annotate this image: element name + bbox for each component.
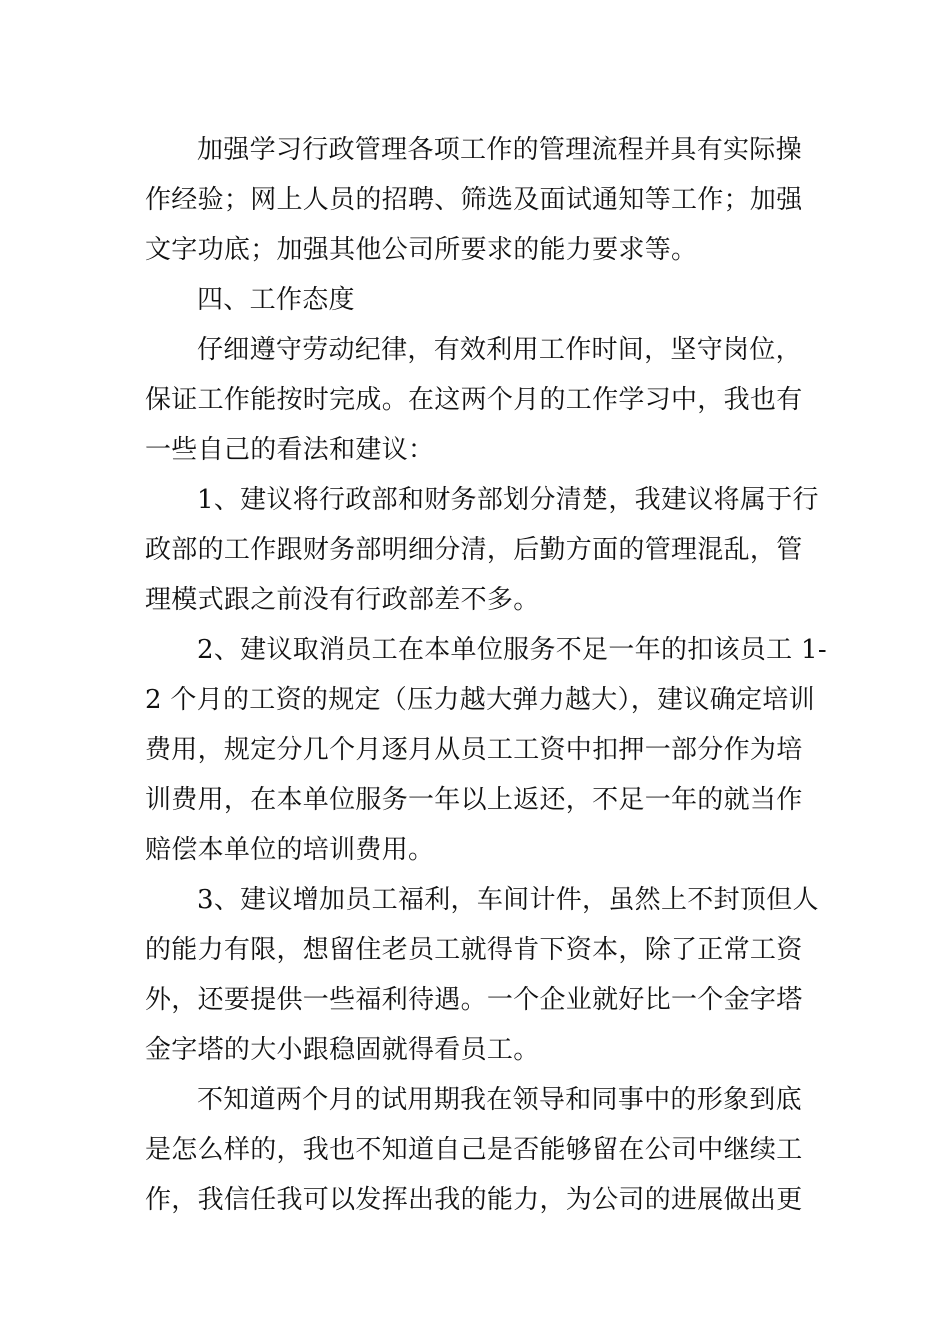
paragraph-line: 1、建议将行政部和财务部划分清楚，我建议将属于行	[197, 485, 819, 515]
paragraph-line: 保证工作能按时完成。在这两个月的工作学习中，我也有	[145, 385, 803, 415]
paragraph-line: 金字塔的大小跟稳固就得看员工。	[145, 1035, 540, 1065]
paragraph-study-goals	[145, 125, 810, 275]
paragraph-line: 训费用，在本单位服务一年以上返还，不足一年的就当作	[145, 785, 803, 815]
paragraph-line: 一些自己的看法和建议：	[145, 435, 435, 465]
paragraph-line: 加强学习行政管理各项工作的管理流程并具有实际操	[197, 135, 802, 165]
section-heading: 四、工作态度	[197, 285, 355, 315]
suggestion-1	[145, 475, 819, 625]
paragraph-line: 的能力有限，想留住老员工就得肯下资本，除了正常工资	[145, 935, 803, 965]
paragraph-line: 费用，规定分几个月逐月从员工工资中扣押一部分作为培	[145, 735, 803, 765]
paragraph-line: 不知道两个月的试用期我在领导和同事中的形象到底	[197, 1085, 802, 1115]
suggestion-3	[145, 875, 819, 1075]
paragraph-line: 赔偿本单位的培训费用。	[145, 835, 435, 865]
paragraph-line: 作经验；网上人员的招聘、筛选及面试通知等工作；加强	[145, 185, 803, 215]
paragraph-line: 仔细遵守劳动纪律，有效利用工作时间，坚守岗位，	[197, 335, 802, 365]
paragraph-line: 政部的工作跟财务部明细分清，后勤方面的管理混乱，管	[145, 535, 803, 565]
paragraph-line: 作，我信任我可以发挥出我的能力，为公司的进展做出更	[145, 1185, 803, 1215]
paragraph-attitude	[145, 325, 810, 475]
paragraph-line: 文字功底；加强其他公司所要求的能力要求等。	[145, 235, 698, 265]
document-body	[145, 125, 827, 1225]
paragraph-line: 2 个月的工资的规定（压力越大弹力越大），建议确定培训	[145, 685, 815, 715]
paragraph-line: 外，还要提供一些福利待遇。一个企业就好比一个金字塔	[145, 985, 803, 1015]
paragraph-line: 2、建议取消员工在本单位服务不足一年的扣该员工 1-	[197, 635, 827, 665]
paragraph-closing	[145, 1075, 810, 1225]
paragraph-line: 是怎么样的，我也不知道自己是否能够留在公司中继续工	[145, 1135, 803, 1165]
suggestion-2	[145, 625, 827, 875]
paragraph-line: 3、建议增加员工福利，车间计件，虽然上不封顶但人	[197, 885, 819, 915]
paragraph-line: 理模式跟之前没有行政部差不多。	[145, 585, 540, 615]
section-heading-work-attitude	[145, 275, 810, 325]
